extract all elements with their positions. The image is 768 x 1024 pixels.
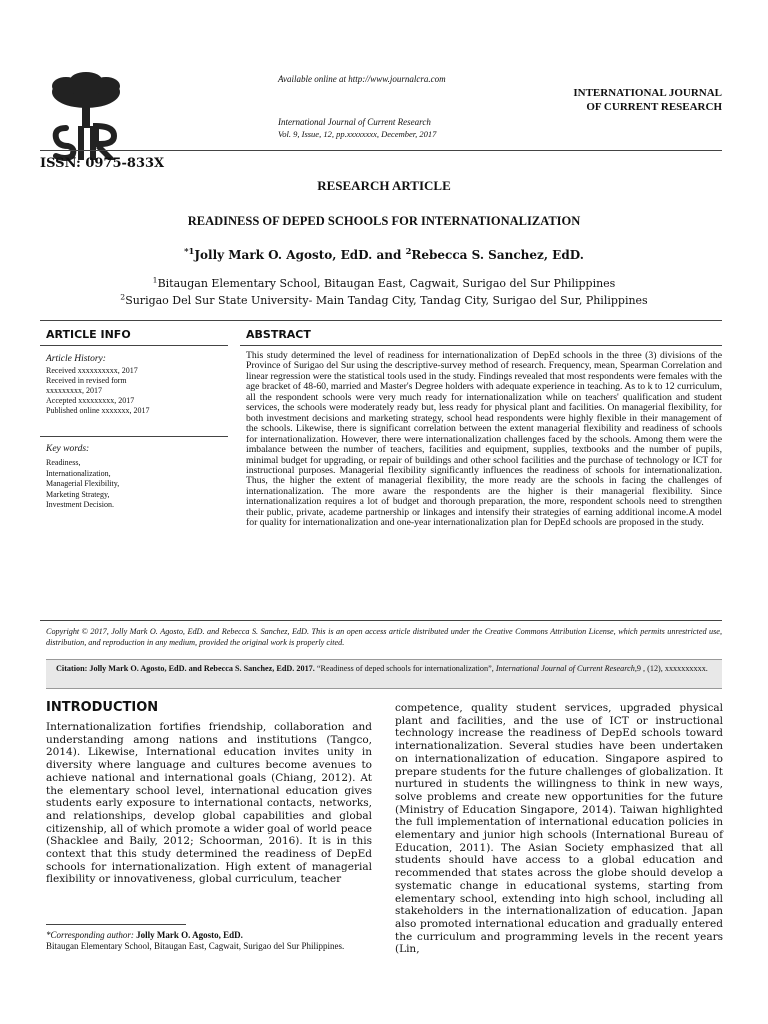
citation-journal: International Journal of Current Research [495,664,635,673]
affiliation-2 [0,294,768,307]
citation-tail: ,9 , (12), xxxxxxxxxx. [634,664,708,673]
aff1-text: Bitaugan Elementary School, Bitaugan East, Cagwait, Surigao del Sur Philippines [157,277,616,290]
authors-and: and [372,248,406,262]
aff2-text: Surigao Del Sur State University- Main Tandag City, Tandag City, Surigao del Sur, Philippines [125,294,648,307]
author2-name: Rebecca S. Sanchez, EdD. [411,248,584,262]
footnote-name: Jolly Mark O. Agosto, EdD. [136,930,243,940]
footnote-address: Bitaugan Elementary School, Bitaugan East, Cagwait, Surigao del Sur Philippines. [46,941,345,951]
abstract-divider [240,345,722,346]
citation-box [46,659,722,689]
keywords-divider [40,436,228,437]
keyword-item: Readiness, [46,458,81,467]
journal-name [573,86,722,114]
keyword-item: Internationalization, [46,468,111,478]
history-item: Published online xxxxxxx, 2017 [46,406,150,415]
introduction-heading: INTRODUCTION [46,700,159,715]
author1-name: Jolly Mark O. Agosto, EdD. [194,248,373,262]
authors [0,248,768,262]
citation-title: “Readiness of deped schools for internationalization”, [314,664,496,673]
affiliation-divider [40,320,722,321]
journal-title-italic: International Journal of Current Research [278,117,431,127]
article-history [46,366,224,416]
corresponding-author-footnote [46,930,376,952]
abstract-text: This study determined the level of readiness for internationalization of DepEd schools in the three (3) divisions of the Province of Surigao del Sur using the descriptive-survey method of research. Frequency, mean, Spearman Correlation and linear regression were the statistical tools used in the study. Findings revealed that most respondents were females with the age bracket of 48-60, married and Master's Degree holders with adequate experience in teaching. As to k to 12 curriculum, all the respondent schools were very much ready for internationalization while on teachers' qualification and student services, the schools were moderately ready but, less ready for physical plant and facilities. On managerial flexibility, for both investment decisions and marketing strategy, school head respondents were highly flexible in their management of the schools. Likewise, there is significant correlation between the extent managerial flexibility and readiness of schools for internationalization. However, there were internationalization challenges faced by the schools. Among them were the imbalance between the number of teachers, facilities and equipment, supplies, textbooks and the number of pupils, minimal budget for upgrading, or repair of buildings and other school facilities and the purchase of technology or ICT for instructional purposes. Managerial flexibility significantly influences the readiness of schools for internationalization. Thus, the higher the extent of managerial flexibility, the more ready are the schools in facing the challenges of internationalization. The more aware the respondents are the higher is their managerial flexibility. Since internationalization requires a lot of budget and thorough preparation, the more, respondent schools need to strengthen their public, private, academe partnership or linkages and intensify their strategies of earning additional income.A model for quality for internationalization and one-year internationalization plan for DepEd schools are proposed in the study. [246,350,722,529]
aff2-marker: 2 [120,292,126,302]
author1-marker: *1 [184,246,195,256]
article-info-heading: ARTICLE INFO [46,328,131,341]
keywords-list [46,458,224,511]
history-item: Received xxxxxxxxxx, 2017 [46,366,138,375]
history-item: Accepted xxxxxxxxx, 2017 [46,396,135,405]
history-item: Received in revised form [46,376,127,385]
introduction-column-1: Internationalization fortifies friendship, collaboration and understanding among nations and institutions (Tangco, 2014). Likewise, International education invites unity in diversity where language and cultures become avenues to achieve national and international goals (Chiang, 2012). At the elementary school level, international education gives students early exposure to international contacts, networks, and relationships, develop global capabilities and global citizenship, all of which promote a wider goal of world peace (Shacklee and Baily, 2012; Schoorman, 2016). It is in this context that this study determined the readiness of DepEd schools for internationalization. High extent of managerial flexibility or innovativeness, global curriculum, teacher [46,721,372,886]
citation-text [46,660,722,677]
footnote-divider [46,924,186,925]
keyword-item: Managerial Flexibility, [46,479,120,488]
header-divider [40,150,722,151]
issn: ISSN: 0975-833X [40,156,165,171]
article-info-divider [40,345,228,346]
journal-logo-tree-icon [36,70,136,162]
history-item: xxxxxxxxx, 2017 [46,386,102,395]
footnote-label: *Corresponding author: [46,930,137,940]
volume-info: Vol. 9, Issue, 12, pp.xxxxxxxx, December, 2017 [278,129,437,139]
paper-title: READINESS OF DEPED SCHOOLS FOR INTERNATIONALIZATION [187,214,581,228]
available-online-link[interactable]: Available online at http://www.journalcra.com [278,74,446,84]
author2-marker: 2 [405,246,412,256]
abstract-heading: ABSTRACT [246,328,311,341]
keywords-label: Key words: [46,444,90,454]
keyword-item: Marketing Strategy, [46,489,110,499]
citation-label: Citation: Jolly Mark O. Agosto, EdD. and Rebecca S. Sanchez, EdD. 2017. [56,664,315,673]
affiliation-1 [0,277,768,290]
aff1-marker: 1 [152,275,158,285]
keyword-item: Investment Decision. [46,500,114,509]
article-history-label: Article History: [46,354,106,364]
introduction-column-2: competence, quality student services, upgraded physical plant and facilities, and the use of ICT or instructional technology increase the readiness of DepEd schools toward internationalization. Several studies have been undertaken on internationalization of education. Singapore aspired to prepare students for the future challenges of globalization. It nurtured in students the willingness to think in new ways, solve problems and create new opportunities for the future (Ministry of Education Singapore, 2014). Taiwan highlighted the full implementation of international education policies in elementary and junior high schools (International Bureau of Education, 2011). The Asian Society emphasized that all students should have access to a global education and recommended that states across the globe should develop a systematic change in educational systems, starting from elementary school, extending into high school, including all stakeholders in the internationalization of education. Japan also promoted international education and gradually entered the curriculum and programming levels in the recent years (Lin, [395,702,723,956]
copyright-notice: Copyright © 2017, Jolly Mark O. Agosto, EdD. and Rebecca S. Sanchez, EdD. This is an open access article distributed under the Creative Commons Attribution License, which permits unrestricted use, distribution, and reproduction in any medium, provided the original work is properly cited. [46,627,722,647]
abstract-bottom-divider [40,620,722,621]
journal-name-line2: OF CURRENT RESEARCH [586,101,722,113]
journal-name-line1: INTERNATIONAL JOURNAL [573,87,722,99]
article-type: RESEARCH ARTICLE [317,178,451,193]
